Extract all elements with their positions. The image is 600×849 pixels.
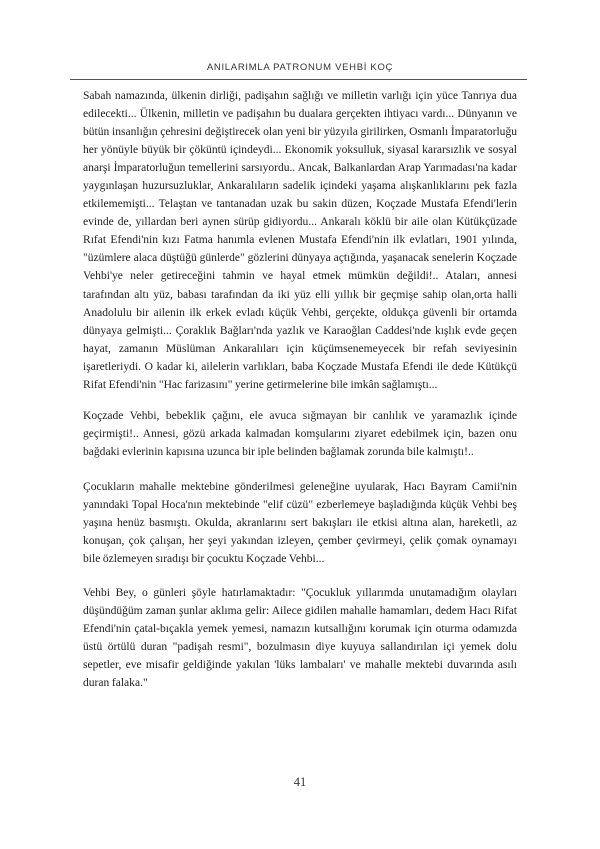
- header-rule: [70, 79, 527, 80]
- running-header: ANILARIMLA PATRONUM VEHBİ KOÇ: [206, 62, 394, 73]
- paragraph-4: Vehbi Bey, o günleri şöyle hatırlamaktadır: "Çocukluk yıllarımda unutamadığım olayları düşündüğüm zaman şunlar aklıma gelir: Ailece gidilen mahalle hamamları, dedem Hacı Rifat Efendi'nin çatal-bıçakla yemek yemesi, namazın kutsallığını korumak için oturma odamızda üstü örtülü duran "padişah resmi", bozulmasın diye kuyuya sallandırılan içi yemek dolu sepetler, eve misafir geldiğinde yakılan 'lüks lambaları' ve mahalle mektebi duvarında asılı duran falaka.": [83, 587, 517, 690]
- paragraph-3: Çocukların mahalle mektebine gönderilmesi geleneğine uyularak, Hacı Bayram Camii'nin yanındaki Topal Hoca'nın mektebinde "elif cüzü" ezberlemeye başladığında küçük Vehbi beş yaşına henüz basmıştı. Okulda, akranlarını sert bakışları ile etkisi altına alan, hareketli, az konuşan, çok çalışan, her şeyi yakından izleyen, çember çevirmeyi, çelik çomak oynamayı bile özlemeyen sıradışı bir çocuktu Koçzade Vehbi...: [83, 480, 517, 566]
- page-number: 41: [293, 775, 307, 789]
- page-body: [83, 87, 517, 692]
- paragraph-2: Koçzade Vehbi, bebeklik çağını, ele avuca sığmayan bir canlılık ve yaramazlık içinde geçirmişti!.. Annesi, gözü arkada kalmadan komşularını ziyaret edebilmek için, bazen onu bağdaki evlerinin kapısına uzunca bir iple belinden bağlamak zorunda bile kalmıştı!..: [83, 409, 517, 458]
- paragraph-1: Sabah namazında, ülkenin dirliği, padişahın sağlığı ve milletin varlığı için yüce Tanrıya dua edilecekti... Ülkenin, milletin ve padişahın bu dualara gerçekten ihtiyacı vardı... Dünyanın ve bütün insanlığın çehresini değiştirecek olan yeni bir yüzyıla girilirken, Osmanlı İmparatorluğu her yönüyle büyük bir çöküntü içindeydi... Ekonomik yoksulluk, siyasal kararsızlık ve sosyal anarşi İmparatorluğun temellerini sarsıyordu.. Ancak, Balkanlardan Arap Yarımadası'na kadar yaygınlaşan huzursuzluklar, Ankaralıların sadelik içindeki yaşama alışkanlıklarını pek fazla etkilememişti... Telaştan ve tantanadan uzak bu sakin düzen, Koçzade Mustafa Efendi'lerin evinde de, yıllardan beri aynen sürüp gidiyordu... Ankaralı köklü bir aile olan Kütükçüzade Rıfat Efendi'nin kızı Fatma hanımla evlenen Mustafa Efendi'nin ilk evlatları, 1901 yılında, "üzümlere alaca düştüğü günlerde" gözlerini dünyaya açtığında, yaşanacak senelerin Koçzade Vehbi'ye neler getireceğini tahmin ve hayal etmek mümkün değildi!.. Ataları, annesi tarafından altı yüz, babası tarafından da iki yüz elli yıllık bir geçmişe sahip olan,orta halli Anadolulu bir ailenin ilk erkek evladı küçük Vehbi, gerçekte, oldukça güvenli bir ortamda dünyaya gelmişti... Çoraklık Bağları'nda yazlık ve Karaoğlan Caddesi'nde kışlık evde geçen hayat, zamanın Müslüman Ankaralıları için küçümsenemeyecek bir refah seviyesinin işaretleriydi. O kadar ki, ailelerin varlıkları, baba Koçzade Mustafa Efendi ile dede Kütükçü Rifat Efendi'nin "Hac farizasını" yerine getirmelerine bile imkân sağlamıştı...: [83, 90, 517, 391]
